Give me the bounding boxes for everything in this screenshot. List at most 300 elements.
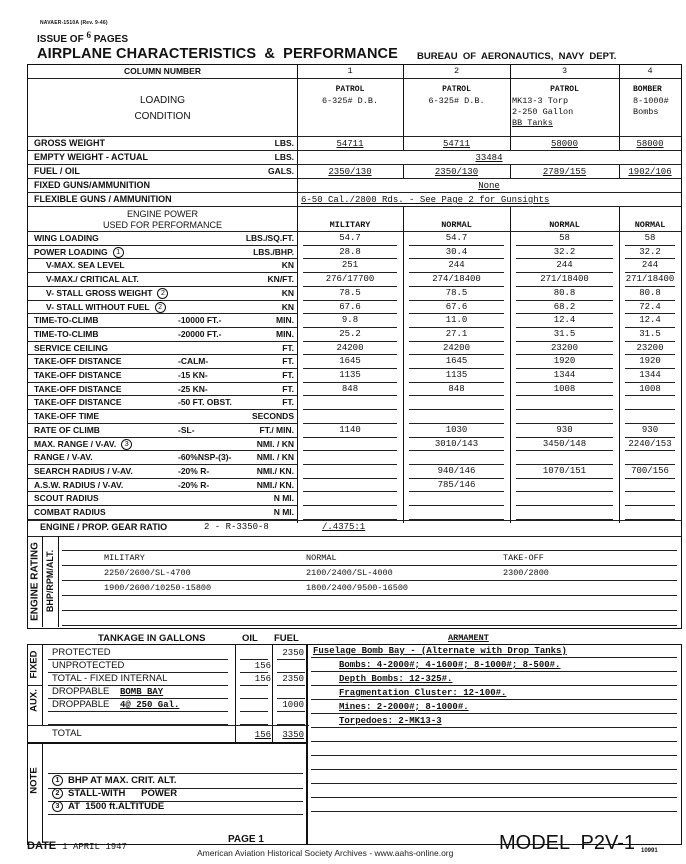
value-underline — [625, 409, 675, 410]
value-underline — [625, 505, 675, 506]
performance-value: 32.2 — [553, 246, 576, 257]
date-label: DATE — [27, 840, 57, 852]
row-divider — [28, 536, 681, 537]
performance-unit: NMI. / KN — [256, 438, 294, 449]
column-number: 4 — [647, 66, 653, 76]
row-divider — [28, 382, 297, 383]
value-underline — [303, 382, 397, 383]
rating-line — [62, 625, 677, 626]
performance-value: 32.2 — [639, 246, 661, 257]
tank-row-label: DROPPABLE — [52, 686, 110, 697]
value-underline — [303, 423, 397, 424]
row-divider — [28, 464, 297, 465]
performance-unit: MIN. — [276, 328, 294, 339]
value-underline — [409, 450, 504, 451]
performance-label-text: V- STALL WITHOUT FUEL — [46, 301, 150, 312]
value-underline — [303, 272, 397, 273]
fuel-oil-value: 2789/155 — [542, 167, 587, 177]
fuel-oil-value: 1902/106 — [628, 167, 672, 177]
tank-fuel-value: 2350 — [282, 648, 304, 658]
note-reference-marker: 3 — [121, 439, 132, 450]
value-underline — [625, 327, 675, 328]
engine-power-label: ENGINE POWER — [126, 209, 198, 219]
performance-unit: LBS./BHP. — [253, 246, 294, 257]
value-underline — [516, 505, 613, 506]
value-underline — [409, 423, 504, 424]
performance-value: 31.5 — [553, 328, 576, 339]
note-divider — [42, 743, 43, 843]
performance-label — [34, 439, 132, 450]
value-underline — [303, 327, 397, 328]
aux-label: AUX. — [28, 689, 40, 712]
performance-qualifier: -15 KN- — [178, 370, 208, 380]
column-number: 1 — [347, 66, 353, 76]
performance-value: 31.5 — [639, 328, 661, 339]
oil-divider — [235, 645, 236, 743]
document-title: AIRPLANE CHARACTERISTICS & PERFORMANCE — [37, 46, 398, 62]
tank-total-oil: 156 — [254, 730, 271, 740]
row-divider — [277, 685, 305, 686]
note-number-marker: 1 — [52, 775, 63, 786]
performance-value: 67.6 — [445, 301, 468, 312]
row-divider — [28, 327, 297, 328]
performance-value: 940/146 — [437, 465, 476, 476]
row-divider — [277, 698, 305, 699]
rating-line — [62, 565, 677, 566]
value-underline — [303, 368, 397, 369]
value-underline — [625, 258, 675, 259]
form-number: NAVAER-1510A (Rev. 9-46) — [40, 20, 108, 26]
value-underline — [516, 395, 613, 396]
performance-unit: FT. — [282, 370, 294, 380]
performance-label — [34, 315, 99, 325]
value-underline — [303, 286, 397, 287]
note-text: STALL-WITH POWER — [68, 788, 178, 800]
performance-value: 58 — [559, 233, 570, 243]
performance-value: 12.4 — [553, 315, 576, 326]
row-divider — [240, 711, 268, 712]
value-underline — [625, 382, 675, 383]
performance-value: 3010/143 — [434, 438, 479, 449]
value-underline — [625, 245, 675, 246]
issue-line — [37, 30, 129, 45]
fuel-oil-value: 2350/130 — [328, 167, 372, 177]
row-divider — [240, 672, 268, 673]
performance-label-text: POWER LOADING — [34, 246, 108, 257]
performance-value: 23200 — [550, 342, 578, 353]
value-underline — [409, 313, 504, 314]
engine-gear-label: ENGINE / PROP. GEAR RATIO — [40, 521, 168, 532]
fuel-oil-label: FUEL / OIL — [34, 166, 80, 176]
performance-label — [34, 247, 124, 258]
performance-unit: LBS./SQ.FT. — [245, 233, 294, 243]
value-underline — [625, 286, 675, 287]
performance-value: 1645 — [445, 356, 468, 367]
performance-value: 11.0 — [445, 315, 468, 326]
performance-value: 700/156 — [631, 465, 669, 476]
row-divider — [28, 258, 297, 259]
value-underline — [303, 354, 397, 355]
performance-label-text: A.S.W. RADIUS / V-AV. — [34, 479, 124, 490]
value-underline — [625, 395, 675, 396]
performance-value: 30.4 — [445, 246, 468, 257]
value-underline — [516, 258, 613, 259]
tank-fuel-value: 1000 — [282, 700, 304, 710]
value-underline — [516, 245, 613, 246]
fuel-oil-value: 2350/130 — [434, 167, 479, 177]
column-number: 3 — [561, 66, 568, 76]
armament-title: ARMAMENT — [448, 633, 489, 643]
empty-weight-value: 33484 — [475, 153, 503, 163]
performance-value: 785/146 — [437, 479, 476, 490]
performance-label-text: V-MAX. SEA LEVEL — [46, 260, 125, 271]
tank-row-label: UNPROTECTED — [52, 660, 125, 671]
value-underline — [303, 395, 397, 396]
performance-unit: N MI. — [273, 493, 294, 504]
archive-credit: American Aviation Historical Society Archives - www.aahs-online.org — [197, 848, 454, 858]
performance-label-text: TAKE-OFF DISTANCE — [34, 397, 122, 408]
performance-label — [46, 274, 139, 284]
gross-weight-value: 54711 — [442, 139, 470, 149]
value-underline — [516, 382, 613, 383]
tankage-fuel-header: FUEL — [274, 633, 299, 644]
performance-qualifier: -20% R- — [178, 465, 210, 476]
rating-divider — [42, 536, 43, 627]
performance-value: 1645 — [339, 356, 361, 367]
performance-label-text: V- STALL GROSS WEIGHT — [46, 287, 153, 298]
performance-value: 244 — [641, 260, 659, 271]
performance-label — [34, 411, 99, 421]
performance-label — [34, 329, 99, 339]
performance-label-text: RATE OF CLIMB — [34, 424, 100, 435]
performance-value: 78.5 — [339, 287, 361, 298]
row-divider — [28, 395, 297, 396]
engine-rating-label: ENGINE RATING — [29, 541, 41, 621]
performance-unit: FT. — [282, 342, 294, 353]
value-underline — [409, 368, 504, 369]
value-underline — [409, 478, 504, 479]
performance-value: 1008 — [639, 383, 661, 394]
row-divider — [48, 711, 228, 712]
performance-value: 2240/153 — [628, 438, 672, 449]
tank-oil-value: 156 — [254, 674, 271, 684]
row-divider — [28, 450, 297, 451]
tank-oil-value: 156 — [254, 661, 271, 671]
performance-label-text: TAKE-OFF DISTANCE — [34, 370, 122, 380]
note-text: AT 1500 ft.ALTITUDE — [68, 801, 165, 813]
value-underline — [303, 478, 397, 479]
performance-unit: FT. — [282, 356, 294, 367]
value-underline — [516, 423, 613, 424]
footer-date — [27, 840, 127, 852]
performance-value: 244 — [556, 260, 573, 271]
value-underline — [303, 245, 397, 246]
performance-value: 271/18400 — [625, 274, 675, 285]
condition-label: CONDITION — [134, 111, 191, 122]
value-underline — [303, 300, 397, 301]
bhp-rpm-alt-label: BHP/RPM/ALT. — [45, 549, 55, 612]
performance-label — [46, 288, 168, 299]
performance-value: 1920 — [553, 356, 576, 367]
row-divider — [28, 300, 297, 301]
fixed-label: FIXED — [28, 650, 40, 679]
performance-label — [34, 480, 123, 490]
performance-unit: FT. — [282, 383, 294, 394]
loading-condition-line: MK13-3 Torp — [512, 96, 569, 106]
note-number-marker: 3 — [52, 801, 63, 812]
tank-row-detail: 4@ 250 Gal. — [120, 700, 180, 710]
performance-value: 25.2 — [339, 328, 361, 339]
value-underline — [625, 478, 675, 479]
performance-qualifier: -10000 FT.- — [178, 315, 222, 326]
value-underline — [409, 464, 504, 465]
value-underline — [625, 450, 675, 451]
engine-power-value: NORMAL — [441, 220, 472, 230]
value-underline — [409, 286, 504, 287]
tankage-box — [27, 644, 308, 744]
rating-line — [62, 595, 677, 596]
performance-value: 1344 — [553, 370, 576, 380]
armament-line — [311, 671, 677, 672]
engine-power-value: NORMAL — [549, 220, 580, 230]
notes-box — [27, 742, 308, 845]
value-underline — [303, 341, 397, 342]
performance-value: 27.1 — [445, 328, 468, 339]
value-underline — [409, 505, 504, 506]
row-divider — [28, 409, 297, 410]
value-underline — [303, 258, 397, 259]
value-underline — [409, 245, 504, 246]
aux-fixed-separator — [28, 685, 42, 686]
armament-entry: Fragmentation Cluster: 12-100#. — [339, 688, 507, 698]
empty-weight-unit: LBS. — [274, 152, 294, 162]
rating-divider — [58, 536, 59, 627]
value-underline — [516, 368, 613, 369]
row-divider — [28, 423, 297, 424]
rating-value: 2300/2800 — [503, 567, 549, 578]
tank-row-label: TOTAL - FIXED INTERNAL — [52, 673, 168, 684]
performance-value: 1070/151 — [542, 465, 587, 476]
empty-weight-label: EMPTY WEIGHT - ACTUAL — [34, 152, 148, 162]
value-underline — [516, 464, 613, 465]
gross-weight-unit: LBS. — [274, 138, 294, 148]
performance-qualifier: -20000 FT.- — [178, 328, 222, 339]
model-designation: MODEL P2V-1 — [499, 832, 635, 854]
value-underline — [516, 327, 613, 328]
note-reference-marker: 2 — [155, 302, 166, 313]
row-divider — [240, 685, 268, 686]
armament-line — [311, 797, 677, 798]
performance-value: 271/18400 — [540, 274, 589, 285]
bureau-name: BUREAU OF AERONAUTICS, NAVY DEPT. — [417, 51, 617, 62]
performance-label — [34, 425, 100, 435]
performance-value: 930 — [556, 424, 573, 435]
value-underline — [409, 382, 504, 383]
performance-unit: KN — [281, 260, 294, 271]
performance-qualifier: -50 FT. OBST. — [178, 397, 232, 408]
row-divider — [28, 354, 297, 355]
value-underline — [516, 354, 613, 355]
performance-unit: FT./ MIN. — [259, 424, 294, 435]
performance-unit: SECONDS — [251, 411, 294, 422]
performance-value: 1140 — [339, 424, 361, 435]
value-underline — [516, 450, 613, 451]
column-number-label: COLUMN NUMBER — [124, 66, 201, 76]
gross-weight-label: GROSS WEIGHT — [34, 138, 106, 148]
gross-weight-value: 58000 — [636, 139, 664, 149]
performance-label — [34, 397, 122, 407]
row-divider — [28, 725, 309, 726]
value-underline — [409, 272, 504, 273]
row-divider — [240, 698, 268, 699]
armament-entry: Fuselage Bomb Bay - (Alternate with Drop Tanks) — [313, 646, 567, 656]
value-underline — [303, 505, 397, 506]
row-divider — [28, 505, 297, 506]
performance-value: 68.2 — [553, 301, 576, 312]
loading-condition-line: 6-325# D.B. — [321, 96, 379, 106]
rating-value: 2100/2400/SL-4000 — [306, 567, 393, 578]
value-underline — [409, 437, 504, 438]
performance-qualifier: -60%NSP-(3)- — [178, 452, 232, 463]
row-divider — [28, 272, 297, 273]
row-divider — [28, 520, 681, 521]
armament-line — [311, 811, 677, 812]
performance-label — [46, 302, 166, 313]
performance-value: 930 — [641, 424, 659, 435]
value-underline — [516, 286, 613, 287]
performance-label — [34, 233, 99, 243]
armament-line — [311, 713, 677, 714]
note-reference-marker: 1 — [113, 247, 124, 258]
loading-condition-line: BB Tanks — [512, 118, 553, 128]
issue-prefix: ISSUE OF — [37, 34, 84, 45]
row-divider — [28, 231, 681, 232]
performance-label-text: TAKE-OFF DISTANCE — [34, 383, 122, 394]
performance-value: 80.8 — [639, 287, 661, 298]
performance-value: 274/18400 — [432, 274, 481, 285]
value-underline — [303, 313, 397, 314]
performance-label-text: SEARCH RADIUS / V-AV. — [34, 465, 133, 476]
performance-unit: N MI. — [273, 507, 294, 517]
armament-line — [311, 657, 677, 658]
rating-name: TAKE-OFF — [503, 552, 544, 563]
performance-label — [34, 370, 122, 380]
row-divider — [28, 136, 681, 137]
value-underline — [625, 313, 675, 314]
characteristics-table — [27, 64, 682, 629]
performance-unit: KN — [281, 301, 294, 312]
performance-value: 54.7 — [339, 233, 361, 243]
engine-power-label: USED FOR PERFORMANCE — [102, 220, 222, 230]
value-underline — [516, 409, 613, 410]
loading-condition-line: PATROL — [550, 85, 579, 94]
value-underline — [303, 491, 397, 492]
performance-value: 251 — [341, 260, 359, 271]
value-underline — [516, 437, 613, 438]
loading-condition-line: Bombs — [633, 107, 659, 117]
gross-weight-value: 58000 — [550, 139, 578, 149]
performance-unit: NMI./ KN. — [256, 479, 294, 490]
tank-fuel-value: 2350 — [282, 674, 304, 684]
performance-value: 1008 — [553, 383, 576, 394]
tank-row-label: PROTECTED — [52, 647, 111, 658]
performance-label — [34, 356, 122, 366]
note-text: BHP AT MAX. CRIT. ALT. — [68, 775, 177, 787]
rating-line — [62, 610, 677, 611]
armament-line — [311, 727, 677, 728]
row-divider — [28, 206, 681, 207]
performance-value: 1030 — [445, 424, 468, 435]
rating-name: MILITARY — [104, 552, 145, 563]
date-value: 1 APRIL 1947 — [62, 842, 127, 852]
performance-label-text: WING LOADING — [34, 233, 99, 243]
tankage-oil-header: OIL — [242, 633, 258, 644]
row-divider — [28, 78, 681, 79]
performance-label-text: SCOUT RADIUS — [34, 493, 99, 504]
rating-name: NORMAL — [306, 552, 337, 563]
armament-entry: Mines: 2-2000#; 8-1000#. — [339, 702, 469, 712]
performance-qualifier: -25 KN- — [178, 383, 208, 394]
engine-power-value: NORMAL — [634, 220, 666, 230]
tank-row-label: DROPPABLE — [52, 699, 110, 710]
armament-entry: Torpedoes: 2-MK13-3 — [339, 716, 442, 726]
row-divider — [28, 341, 297, 342]
rating-value: 2250/2600/SL-4700 — [104, 567, 191, 578]
note-reference-marker: 2 — [157, 288, 168, 299]
value-underline — [625, 354, 675, 355]
performance-label — [46, 260, 125, 270]
column-number: 2 — [453, 66, 460, 76]
rating-line — [62, 580, 677, 581]
value-underline — [516, 478, 613, 479]
row-divider — [240, 659, 268, 660]
performance-label-text: MAX. RANGE / V-AV. — [34, 438, 117, 449]
row-divider — [28, 164, 681, 165]
performance-label-text: TAKE-OFF TIME — [34, 411, 99, 422]
value-underline — [409, 491, 504, 492]
armament-box — [306, 644, 682, 845]
row-divider — [28, 478, 297, 479]
issue-suffix: PAGES — [93, 34, 129, 45]
performance-qualifier: -CALM- — [178, 356, 209, 367]
page-number: PAGE 1 — [228, 834, 264, 845]
performance-value: 1135 — [445, 370, 468, 380]
note-number-marker: 2 — [52, 788, 63, 799]
tank-row-detail: BOMB BAY — [120, 687, 164, 697]
gross-weight-value: 54711 — [336, 139, 364, 149]
rating-value: 1900/2600/10250-15800 — [104, 582, 212, 593]
row-divider — [28, 286, 297, 287]
performance-label — [34, 493, 99, 503]
row-divider — [277, 711, 305, 712]
performance-value: 1920 — [639, 356, 661, 367]
row-divider — [28, 313, 297, 314]
performance-label-text: COMBAT RADIUS — [34, 507, 106, 517]
performance-value: 12.4 — [639, 315, 661, 326]
tank-total-fuel: 3350 — [282, 730, 304, 740]
value-underline — [625, 437, 675, 438]
armament-line — [311, 685, 677, 686]
performance-unit: FT. — [282, 397, 294, 408]
note-item — [52, 801, 164, 812]
value-underline — [409, 409, 504, 410]
value-underline — [516, 341, 613, 342]
loading-label: LOADING — [139, 95, 185, 106]
issue-pages: 6 — [86, 30, 91, 40]
performance-value: 848 — [448, 383, 465, 394]
performance-qualifier: -20% R- — [178, 479, 210, 490]
performance-value: 28.8 — [339, 246, 361, 257]
